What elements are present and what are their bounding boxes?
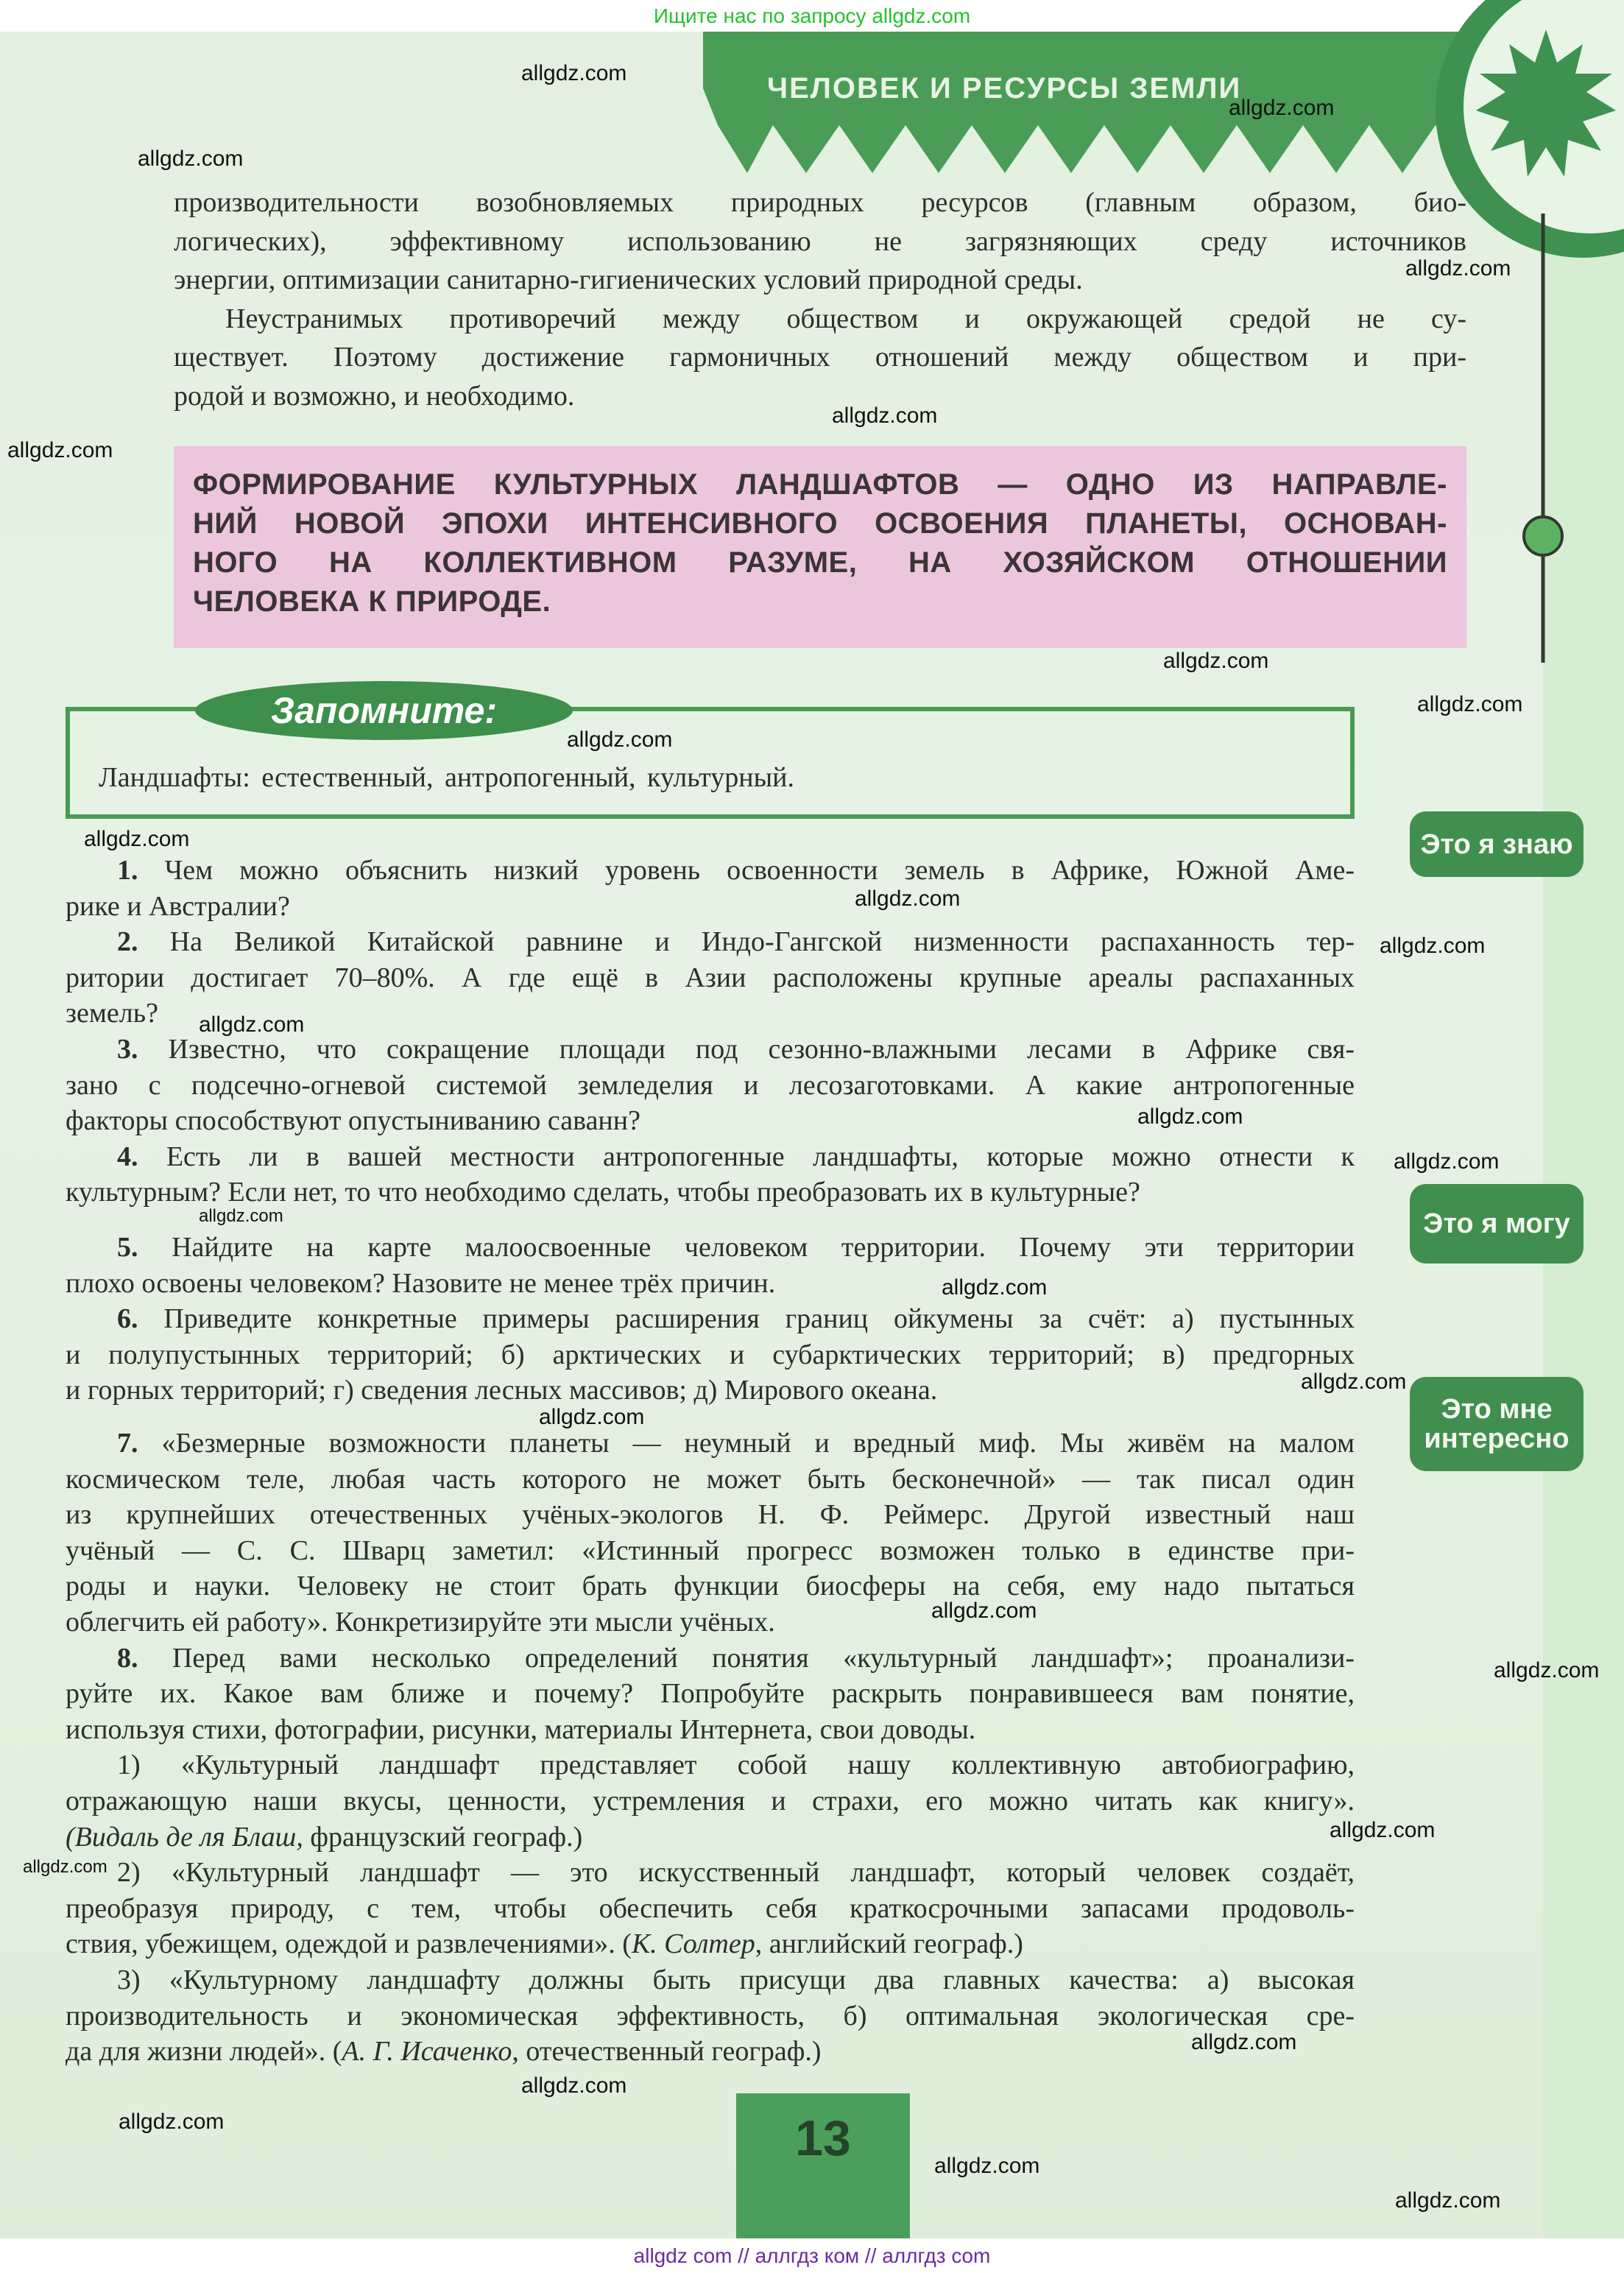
tab-i-know[interactable]: Это я знаю	[1410, 811, 1584, 877]
text-segment: преобразуя природу, с тем, чтобы обеспечить себя краткосрочными запасами продоволь-	[66, 1892, 1355, 1924]
watermark: allgdz.com	[942, 1275, 1048, 1300]
text-line	[66, 1998, 1355, 2034]
text-segment: используя стихи, фотографии, рисунки, материалы Интернета, свои доводы.	[66, 1713, 976, 1745]
text-line	[66, 1926, 1355, 1962]
text-line	[66, 889, 1355, 925]
text-line	[66, 2034, 1355, 2070]
text-segment: , отечественный географ.)	[512, 2036, 822, 2068]
text-line	[174, 300, 1466, 339]
watermark: allgdz.com	[1380, 934, 1486, 958]
text-segment: 3) «Культурному ландшафту должны быть присущи два главных качества: а) высокая	[117, 1964, 1355, 1995]
chapter-title: ЧЕЛОВЕК И РЕСУРСЫ ЗЕМЛИ	[767, 72, 1242, 105]
text-line	[66, 924, 1355, 960]
italic-author: А. Г. Исаченко	[342, 2036, 512, 2068]
text-line	[66, 1783, 1355, 1819]
text-segment: ритории достигает 70–80%. А где ещё в Азии расположены крупные ареалы распаханных	[66, 962, 1355, 993]
text-segment: , английский географ.)	[755, 1928, 1023, 1960]
tab-interesting-line1: Это мне	[1441, 1394, 1553, 1425]
question-number: 3.	[117, 1033, 138, 1065]
text-line	[174, 377, 1466, 416]
text-line	[66, 1819, 1355, 1856]
text-segment: учёный — С. С. Шварц заметил: «Истинный прогресс возможен только в единстве при-	[66, 1534, 1355, 1566]
question-number: 4.	[117, 1141, 138, 1172]
text-line	[66, 1855, 1355, 1891]
watermark: allgdz.com	[832, 403, 938, 428]
question-number: 6.	[117, 1303, 138, 1335]
text-segment: да для жизни людей». (	[66, 2036, 342, 2068]
tab-interesting-line2: интересно	[1424, 1423, 1570, 1454]
text-segment: роды и науки. Человеку не стоит брать функции биосферы на себя, ему надо пытаться	[66, 1571, 1355, 1602]
text-segment: Чем можно объяснить низкий уровень освоенности земель в Африке, Южной Аме-	[164, 855, 1355, 886]
highlight-line: ЧЕЛОВЕКА К ПРИРОДЕ.	[193, 585, 551, 618]
text-line	[174, 261, 1466, 300]
text-segment: ществует. Поэтому достижение гармоничных отношений между обществом и при-	[174, 342, 1466, 373]
text-line	[66, 1497, 1355, 1533]
watermark: allgdz.com	[1494, 1658, 1600, 1682]
text-segment: факторы способствуют опустыниванию саванн?	[66, 1105, 640, 1137]
text-segment: космическом теле, любая часть которого не может быть бесконечной» — так писал один	[66, 1463, 1355, 1495]
text-line	[174, 183, 1466, 222]
watermark: allgdz.com	[931, 1599, 1037, 1623]
watermark: allgdz.com	[1229, 96, 1335, 120]
text-segment: из крупнейших отечественных учёных-экологов Н. Ф. Реймерс. Другой известный наш	[66, 1499, 1355, 1531]
watermark: allgdz.com	[1191, 2030, 1297, 2054]
text-segment: 1) «Культурный ландшафт представляет собой нашу коллективную автобиографию,	[117, 1749, 1355, 1781]
tab-interesting[interactable]	[1410, 1377, 1584, 1471]
text-line	[66, 1747, 1355, 1783]
remember-label: Запомните:	[195, 681, 573, 740]
text-line	[66, 1230, 1355, 1266]
questions-group-3	[66, 1426, 1355, 2070]
question-number: 7.	[117, 1428, 138, 1459]
watermark: allgdz.com	[567, 727, 673, 752]
text-segment: зано с подсечно-огневой системой земледелия и лесозаготовками. А какие антропогенные	[66, 1069, 1355, 1101]
italic-author: (Видаль де ля Блаш,	[66, 1821, 303, 1853]
text-segment: и полупустынных территорий; б) арктических и субарктических территорий; в) предгорных	[66, 1339, 1355, 1370]
page-number: 13	[736, 2093, 910, 2238]
highlight-box	[174, 446, 1466, 648]
watermark: allgdz.com	[119, 2110, 225, 2134]
text-line	[66, 1604, 1355, 1641]
text-line	[66, 1568, 1355, 1604]
text-segment: отражающую наши вкусы, ценности, устремления и страхи, его можно читать как книгу».	[66, 1785, 1355, 1816]
text-line	[174, 338, 1466, 377]
text-line	[66, 1372, 1355, 1409]
top-banner[interactable]: Ищите нас по запросу allgdz.com	[653, 4, 971, 27]
text-line	[66, 1174, 1355, 1210]
watermark: allgdz.com	[855, 887, 961, 911]
watermark: allgdz.com	[521, 61, 627, 85]
watermark: allgdz.com	[1405, 256, 1511, 281]
text-line	[66, 1676, 1355, 1712]
watermark: allgdz.com	[138, 147, 244, 171]
bottom-banner[interactable]: allgdz com // аллгдз ком // аллгдз com	[633, 2244, 991, 2267]
watermark: allgdz.com	[199, 1012, 305, 1037]
text-segment: Есть ли в вашей местности антропогенные ландшафты, которые можно отнести к	[166, 1141, 1355, 1172]
text-line	[66, 1266, 1355, 1302]
watermark: allgdz.com	[521, 2073, 627, 2098]
text-segment: энергии, оптимизации санитарно-гигиенических условий природной среды.	[174, 264, 1083, 295]
text-segment: Приведите конкретные примеры расширения границ ойкумены за счёт: а) пустынных	[163, 1303, 1355, 1335]
text-line	[66, 1139, 1355, 1175]
watermark: allgdz.com	[84, 827, 190, 851]
text-line	[66, 1641, 1355, 1677]
highlight-line: НОГО НА КОЛЛЕКТИВНОМ РАЗУМЕ, НА ХОЗЯЙСКОМ ОТНОШЕНИИ	[193, 546, 1447, 579]
timeline-node-icon	[1524, 517, 1562, 555]
text-segment: французский географ.)	[303, 1821, 583, 1853]
italic-author: К. Солтер	[631, 1928, 755, 1960]
text-segment: «Безмерные возможности планеты — неумный и вредный миф. Мы живём на малом	[161, 1428, 1355, 1459]
watermark: allgdz.com	[23, 1857, 107, 1877]
text-line	[66, 1712, 1355, 1748]
watermark: allgdz.com	[7, 438, 113, 462]
text-segment: рике и Австралии?	[66, 890, 290, 922]
remember-text: Ландшафты: естественный, антропогенный, культурный.	[99, 762, 794, 793]
text-line	[66, 1891, 1355, 1927]
text-segment: и горных территорий; г) сведения лесных массивов; д) Мирового океана.	[66, 1375, 938, 1406]
text-segment: культурным? Если нет, то что необходимо сделать, чтобы преобразовать их в культурные?	[66, 1177, 1140, 1208]
question-number: 8.	[117, 1642, 138, 1674]
text-line	[66, 1462, 1355, 1498]
highlight-line: НИЙ НОВОЙ ЭПОХИ ИНТЕНСИВНОГО ОСВОЕНИЯ ПЛАНЕТЫ, ОСНОВАН-	[193, 507, 1447, 540]
text-segment: ствия, убежищем, одеждой и развлечениями». (	[66, 1928, 632, 1960]
text-line	[66, 853, 1355, 889]
text-line	[66, 1533, 1355, 1569]
text-segment: родой и возможно, и необходимо.	[174, 380, 575, 412]
text-segment: 2) «Культурный ландшафт — это искусственный ландшафт, который человек создаёт,	[117, 1857, 1355, 1889]
text-line	[66, 1068, 1355, 1104]
text-segment: плохо освоены человеком? Назовите не менее трёх причин.	[66, 1267, 776, 1299]
text-segment: земель?	[66, 998, 158, 1029]
text-segment: производительность и экономическая эффективность, б) оптимальная экологическая сре-	[66, 2000, 1355, 2031]
text-segment: Перед вами несколько определений понятия «культурный ландшафт»; проанализи-	[172, 1642, 1355, 1674]
watermark: allgdz.com	[934, 2154, 1040, 2178]
highlight-line: ФОРМИРОВАНИЕ КУЛЬТУРНЫХ ЛАНДШАФТОВ — ОДНО ИЗ НАПРАВЛЕ-	[193, 468, 1447, 501]
text-line	[66, 1301, 1355, 1337]
questions-group-2	[66, 1230, 1355, 1409]
intro-text	[174, 183, 1466, 415]
text-segment: На Великой Китайской равнине и Индо-Гангской низменности распаханность тер-	[169, 926, 1355, 958]
text-segment: руйте их. Какое вам ближе и почему? Попробуйте раскрыть понравившееся вам понятие,	[66, 1678, 1355, 1710]
text-line	[66, 1337, 1355, 1373]
watermark: allgdz.com	[539, 1405, 645, 1429]
question-number: 1.	[117, 855, 138, 886]
text-segment: Известно, что сокращение площади под сезонно-влажными лесами в Африке свя-	[168, 1033, 1355, 1065]
text-segment: Неустранимых противоречий между обществом и окружающей средой не су-	[225, 303, 1466, 334]
text-segment: логических), эффективному использованию не загрязняющих среду источников	[174, 225, 1466, 257]
tab-i-can[interactable]: Это я могу	[1410, 1184, 1584, 1264]
watermark: allgdz.com	[1395, 2188, 1501, 2213]
watermark: allgdz.com	[1301, 1370, 1407, 1394]
watermark: allgdz.com	[199, 1206, 283, 1226]
watermark: allgdz.com	[1394, 1149, 1500, 1174]
text-segment: Найдите на карте малоосвоенные человеком территории. Почему эти территории	[172, 1232, 1355, 1263]
text-line	[66, 960, 1355, 996]
question-number: 2.	[117, 926, 138, 958]
watermark: allgdz.com	[1137, 1104, 1243, 1129]
text-segment: производительности возобновляемых природных ресурсов (главным образом, био-	[174, 187, 1466, 218]
text-line	[66, 1962, 1355, 1998]
text-line	[174, 222, 1466, 261]
text-segment: облегчить ей работу». Конкретизируйте эти мысли учёных.	[66, 1606, 775, 1638]
watermark: allgdz.com	[1330, 1818, 1436, 1842]
watermark: allgdz.com	[1417, 692, 1523, 716]
text-line	[66, 1426, 1355, 1462]
question-number: 5.	[117, 1232, 138, 1263]
watermark: allgdz.com	[1163, 649, 1269, 673]
